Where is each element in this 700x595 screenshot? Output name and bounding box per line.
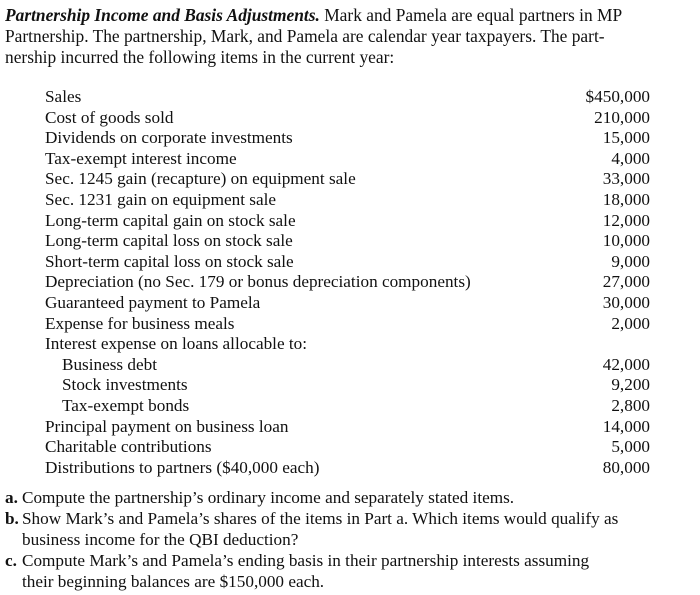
- question-list: [5, 487, 695, 592]
- item-row-sub: [45, 355, 650, 376]
- item-row-sub: [45, 375, 650, 396]
- item-row: [45, 293, 650, 314]
- item-amount: 80,000: [602, 457, 650, 477]
- intro-line-2: Partnership. The partnership, Mark, and Pamela are calendar year taxpayers. The part-: [5, 26, 605, 46]
- item-amount: 210,000: [594, 107, 650, 127]
- item-amount: 2,000: [611, 313, 650, 333]
- item-row: [45, 314, 650, 335]
- item-amount: 42,000: [602, 354, 650, 374]
- item-row: [45, 272, 650, 293]
- item-label: Interest expense on loans allocable to:: [45, 334, 308, 354]
- item-label: Sec. 1231 gain on equipment sale: [45, 189, 277, 209]
- item-label: Guaranteed payment to Pamela: [45, 292, 261, 312]
- item-label: Stock investments: [62, 375, 188, 395]
- item-label: Expense for business meals: [45, 313, 235, 333]
- item-label: Sec. 1245 gain (recapture) on equipment sale: [45, 169, 356, 189]
- question-letter: b.: [5, 509, 19, 528]
- item-amount: 2,800: [611, 395, 650, 415]
- item-label: Long-term capital gain on stock sale: [45, 210, 296, 230]
- item-amount: 14,000: [602, 416, 650, 436]
- item-amount: 4,000: [611, 148, 650, 168]
- item-label: Distributions to partners ($40,000 each): [45, 457, 320, 477]
- intro-line-3: nership incurred the following items in the current year:: [5, 47, 395, 67]
- item-row: [45, 437, 650, 458]
- item-row-sub: [45, 396, 650, 417]
- item-amount: 9,200: [611, 375, 650, 395]
- question-text: their beginning balances are $150,000 each.: [22, 572, 325, 591]
- item-amount: 15,000: [602, 128, 650, 148]
- item-amount: 9,000: [611, 251, 650, 271]
- item-label: Cost of goods sold: [45, 107, 174, 127]
- item-label: Short-term capital loss on stock sale: [45, 251, 294, 271]
- item-amount: 10,000: [602, 231, 650, 251]
- question-letter: c.: [5, 551, 17, 570]
- item-amount: $450,000: [585, 87, 650, 106]
- intro-text-1: Mark and Pamela are equal partners in MP: [319, 5, 623, 25]
- item-row: [45, 108, 650, 129]
- item-row: [45, 417, 650, 438]
- item-row: [45, 128, 650, 149]
- item-row: [45, 190, 650, 211]
- item-group-heading: [45, 334, 650, 355]
- item-amount: 12,000: [602, 210, 650, 230]
- item-label: Sales: [45, 87, 82, 106]
- item-amount: 18,000: [602, 189, 650, 209]
- item-row: [45, 252, 650, 273]
- question-letter: a.: [5, 488, 18, 507]
- item-row: [45, 231, 650, 252]
- item-label: Principal payment on business loan: [45, 416, 289, 436]
- question-text: business income for the QBI deduction?: [22, 530, 299, 549]
- item-label: Depreciation (no Sec. 179 or bonus depreciation components): [45, 272, 471, 292]
- problem-intro: [5, 5, 691, 68]
- item-row: [45, 458, 650, 479]
- item-row: [45, 149, 650, 170]
- item-amount: 5,000: [611, 437, 650, 457]
- question-b: [5, 508, 695, 550]
- intro-line-1: [5, 5, 691, 26]
- question-text: Compute Mark’s and Pamela’s ending basis in their partnership interests assuming: [22, 551, 590, 570]
- item-label: Business debt: [62, 354, 158, 374]
- item-row: [45, 211, 650, 232]
- item-label: Charitable contributions: [45, 437, 212, 457]
- question-c: [5, 550, 695, 592]
- item-row: [45, 169, 650, 190]
- question-a: [5, 487, 695, 508]
- question-text: Compute the partnership’s ordinary income and separately stated items.: [22, 488, 515, 507]
- item-row: [45, 87, 650, 108]
- item-label: Tax-exempt interest income: [45, 148, 237, 168]
- item-label: Long-term capital loss on stock sale: [45, 231, 293, 251]
- item-label: Tax-exempt bonds: [62, 395, 190, 415]
- problem-title: Partnership Income and Basis Adjustments.: [5, 5, 320, 25]
- question-text: Show Mark’s and Pamela’s shares of the items in Part a. Which items would qualify as: [22, 509, 619, 528]
- item-amount: 30,000: [602, 292, 650, 312]
- item-label: Dividends on corporate investments: [45, 128, 293, 148]
- item-amount: 33,000: [602, 169, 650, 189]
- items-table: [45, 87, 650, 478]
- item-amount: 27,000: [602, 272, 650, 292]
